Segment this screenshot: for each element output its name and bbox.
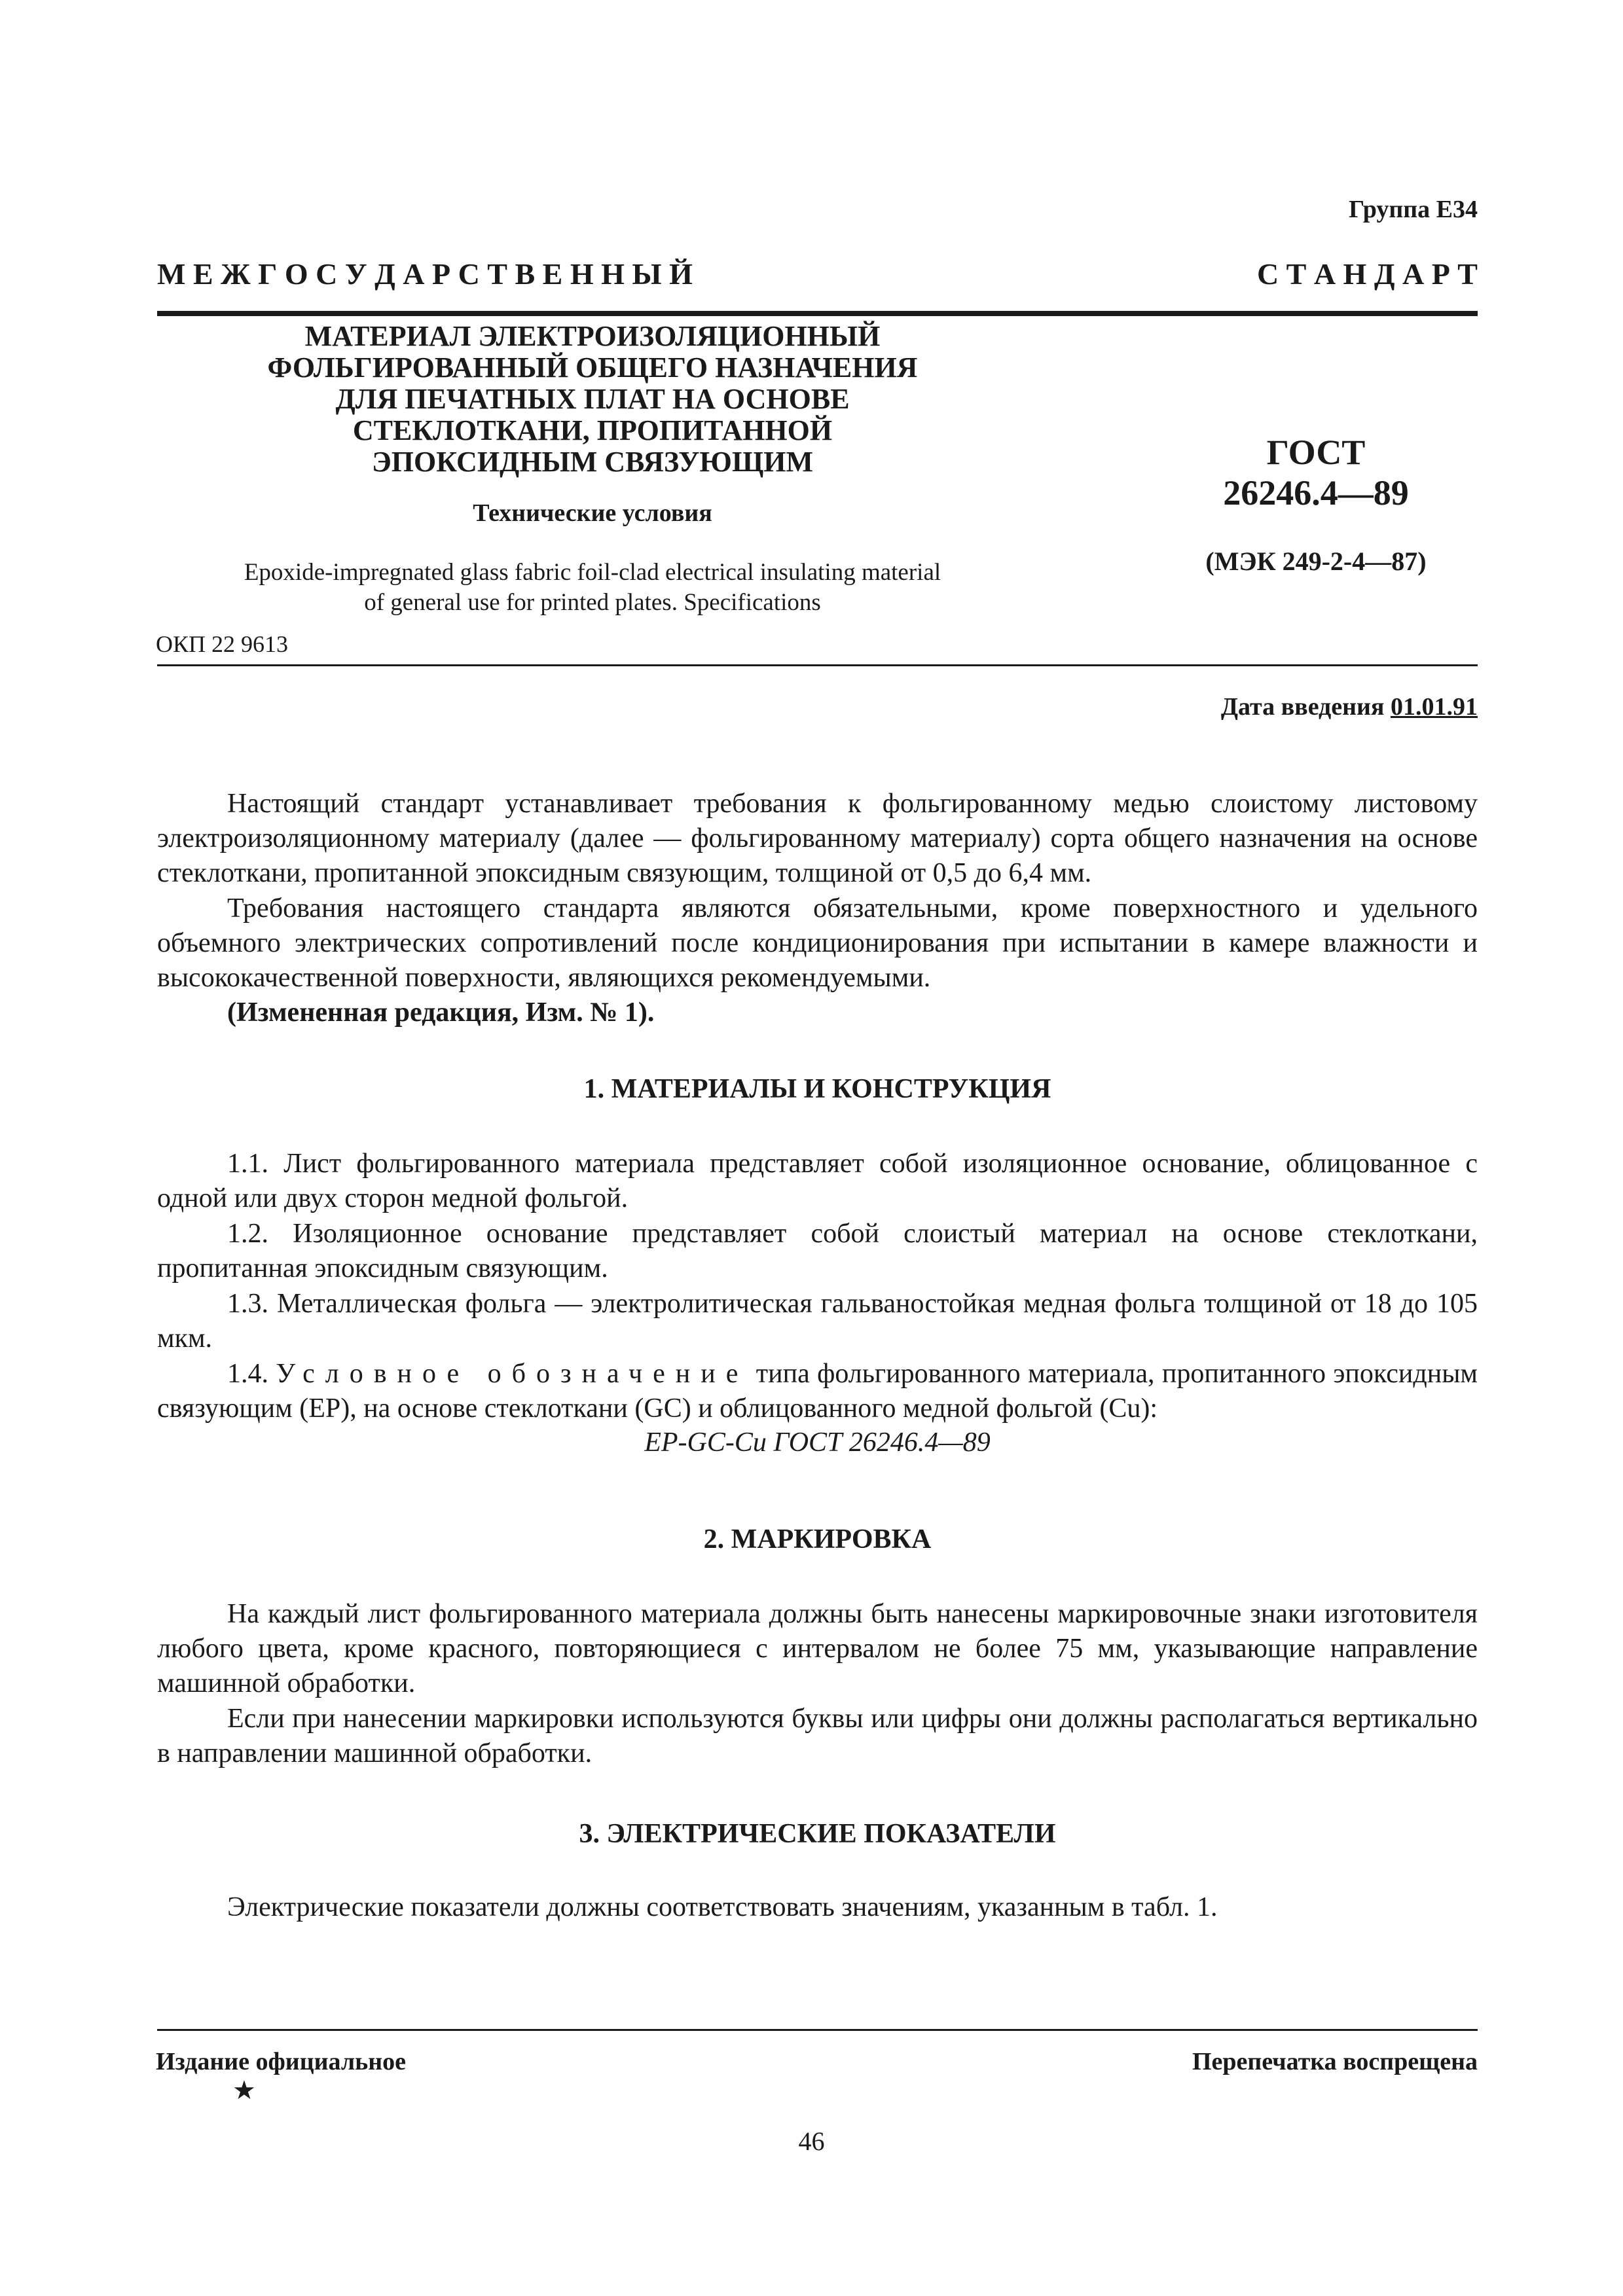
reprint-notice: Перепечатка воспрещена [1192, 2048, 1478, 2075]
star-icon: ★ [232, 2075, 256, 2105]
top-rule [157, 311, 1478, 316]
title-line-3: ДЛЯ ПЕЧАТНЫХ ПЛАТ НА ОСНОВЕ [335, 383, 850, 415]
introduction-date-label: Дата введения [1220, 693, 1385, 721]
spaced-term: Условное обозначение [276, 1359, 749, 1389]
section-2-title: 2. МАРКИРОВКА [703, 1524, 932, 1554]
gost-label: ГОСТ [1266, 433, 1366, 472]
standard-heading-word2: С Т А Н Д А Р Т [1256, 257, 1478, 291]
title-line-1: МАТЕРИАЛ ЭЛЕКТРОИЗОЛЯЦИОННЫЙ [304, 320, 881, 352]
group-label: Группа Е34 [1348, 196, 1478, 223]
introduction-date-value: 01.01.91 [1391, 693, 1478, 721]
standard-heading-word1: М Е Ж Г О С У Д А Р С Т В Е Н Н Ы Й [157, 257, 693, 291]
english-title [170, 558, 1015, 618]
english-title-line-2: of general use for printed plates. Specifications [364, 589, 821, 616]
title-line-2: ФОЛЬГИРОВАННЫЙ ОБЩЕГО НАЗНАЧЕНИЯ [267, 351, 918, 384]
section-2-paragraph-2: Если при нанесении маркировки используются буквы или цифры они должны располагаться вертикально в направлении машинной обработки. [157, 1704, 1478, 1768]
clause-text: типа фольгированного материала, пропитанного эпоксидным связующим (ЕР), на основе стеклоткани (GC) и облицованного медной фольгой (Cu): [157, 1359, 1478, 1424]
title-line-4: СТЕКЛОТКАНИ, ПРОПИТАННОЙ [352, 414, 833, 446]
section-1-paragraph-3: 1.3. Металлическая фольга — электролитическая гальваностойкая медная фольга толщиной от 18 до 105 мкм. [157, 1289, 1478, 1354]
designation-formula: EP-GC-Cu ГОСТ 26246.4—89 [644, 1427, 991, 1458]
english-title-line-1: Epoxide-impregnated glass fabric foil-clad electrical insulating material [244, 559, 941, 586]
section-1-paragraph-1: 1.1. Лист фольгированного материала представляет собой изоляционное основание, облицованное с одной или двух сторон медной фольгой. [157, 1149, 1478, 1213]
okp-code: ОКП 22 9613 [156, 631, 289, 657]
footer-rule [157, 2029, 1478, 2031]
section-1-paragraph-2: 1.2. Изоляционное основание представляет собой слоистый материал на основе стеклоткани, пропитанная эпоксидным связующим. [157, 1219, 1478, 1283]
section-2-paragraph-1: На каждый лист фольгированного материала должны быть нанесены маркировочные знаки изготовителя любого цвета, кроме красного, повторяющиеся с интервалом не более 75 мм, указывающие направление машинной обработки. [157, 1599, 1478, 1698]
section-3-title: 3. ЭЛЕКТРИЧЕСКИЕ ПОКАЗАТЕЛИ [579, 1819, 1056, 1849]
section-1-paragraph-4 [157, 1357, 1478, 1426]
gost-designation [1165, 432, 1467, 513]
clause-number: 1.4. [227, 1359, 268, 1389]
intro-paragraph-1: Настоящий стандарт устанавливает требования к фольгированному медью слоистому листовому электроизоляционному материалу (далее — фольгированному материалу) сорта общего назначения на основе стеклоткани, пропитанной эпоксидным связующим, толщиной от 0,5 до 6,4 мм. [157, 789, 1478, 888]
gost-number: 26246.4—89 [1223, 473, 1409, 512]
intro-paragraph-2: Требования настоящего стандарта являются обязательными, кроме поверхностного и удельного объемного электрических сопротивлений после кондиционирования при испытании в камере влажности и высококачественной поверхности, являющихся рекомендуемыми. [157, 893, 1478, 993]
okp-rule [157, 664, 1478, 666]
standard-heading [157, 257, 1478, 291]
introduction-date [1221, 692, 1478, 721]
page-number: 46 [798, 2126, 825, 2156]
document-title [249, 321, 936, 478]
document-subtitle: Технические условия [473, 499, 712, 527]
title-line-5: ЭПОКСИДНЫМ СВЯЗУЮЩИМ [371, 446, 814, 478]
edition-label: Издание официальное [156, 2048, 407, 2075]
section-1-title: 1. МАТЕРИАЛЫ И КОНСТРУКЦИЯ [583, 1074, 1051, 1104]
iec-reference: (МЭК 249-2-4—87) [1205, 547, 1427, 576]
amendment-note: (Измененная редакция, Изм. № 1). [227, 997, 655, 1028]
section-3-paragraph-1: Электрические показатели должны соответствовать значениям, указанным в табл. 1. [227, 1892, 1218, 1922]
